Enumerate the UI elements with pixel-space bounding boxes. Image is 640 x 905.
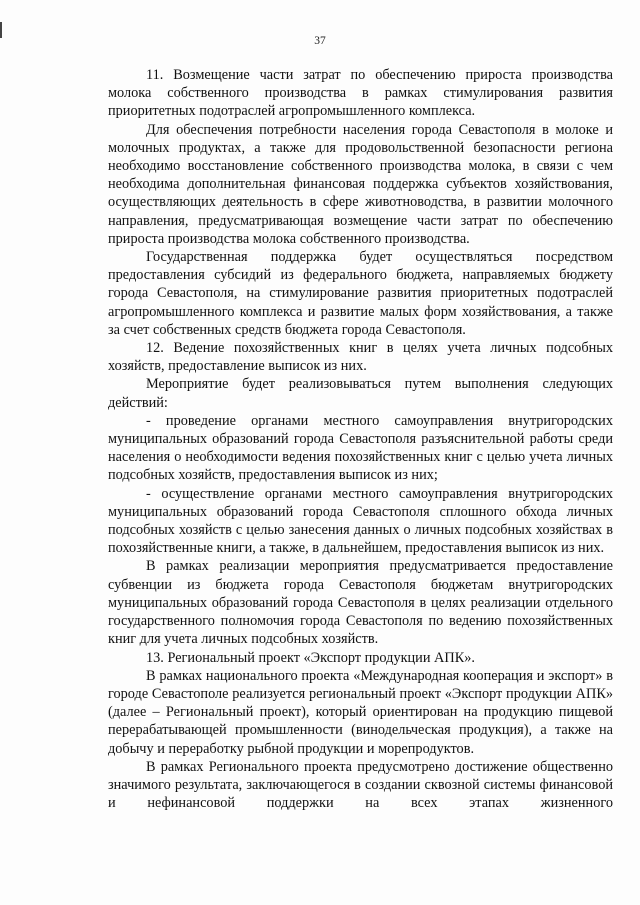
paragraph-item-12-heading: 12. Ведение похозяйственных книг в целях учета личных подсобных хозяйств, предоставление выписок из них.	[108, 340, 613, 375]
paragraph-regional-project: В рамках национального проекта «Международная кооперация и экспорт» в городе Севастополе реализуется региональный проект «Экспорт продукции АПК» (далее – Региональный проект), который ориентирован на продукцию пищевой перерабатывающей промышленности (винодельческая продукция), а также на добычу и переработку рыбной продукции и морепродуктов.	[108, 667, 613, 757]
paragraph-milk-need: Для обеспечения потребности населения города Севастополя в молоке и молочных продуктах, а также для продовольственной безопасности региона необходимо восстановление собственного производства молока, в связи с чем необходима дополнительная финансовая поддержка субъектов хозяйствования, осуществляющих деятельность в сфере животноводства, в развитии молочного направления, предусматривающая возмещение части затрат по обеспечению прироста производства молока собственного производства.	[108, 121, 613, 247]
paragraph-item-13-heading: 13. Региональный проект «Экспорт продукции АПК».	[146, 649, 475, 666]
paragraph-subvention: В рамках реализации мероприятия предусматривается предоставление субвенции из бюджета города Севастополя бюджетам внутригородских муниципальных образований города Севастополя в целях реализации отдельного государственного полномочия города Севастополя по ведению похозяйственных книг для учета личных подсобных хозяйств.	[108, 558, 613, 648]
paragraph-state-support: Государственная поддержка будет осуществляться посредством предоставления субсидий из федерального бюджета, направляемых бюджету города Севастополя, на стимулирование развития приоритетных подотраслей агропромышленного комплекса и развитие малых форм хозяйствования, а также за счет собственных средств бюджета города Севастополя.	[108, 249, 613, 338]
paragraph-project-result: В рамках Регионального проекта предусмотрено достижение общественно значимого результата, заключающегося в создании сквозной системы финансовой и нефинансовой поддержки на всех этапах жизненного	[108, 758, 613, 812]
paragraph-action-household-survey: - осуществление органами местного самоуправления внутригородских муниципальных образований города Севастополя сплошного обхода личных подсобных хозяйств с целью занесения данных о личных подсобных хозяйствах в похозяйственные книги, а также, в дальнейшем, предоставления выписок из них.	[108, 485, 613, 557]
document-body	[108, 66, 613, 812]
paragraph-item-11-heading: 11. Возмещение части затрат по обеспечению прироста производства молока собственного производства в рамках стимулирования развития приоритетных подотраслей агропромышленного комплекса.	[108, 67, 613, 120]
page-number: 37	[314, 35, 326, 47]
paragraph-actions-intro: Мероприятие будет реализовываться путем выполнения следующих действий:	[108, 376, 613, 411]
paragraph-action-explanation: - проведение органами местного самоуправления внутригородских муниципальных образований города Севастополя разъяснительной работы среди населения о необходимости ведения похозяйственных книг с целью учета личных подсобных хозяйств, предоставления выписок из них;	[108, 412, 613, 484]
